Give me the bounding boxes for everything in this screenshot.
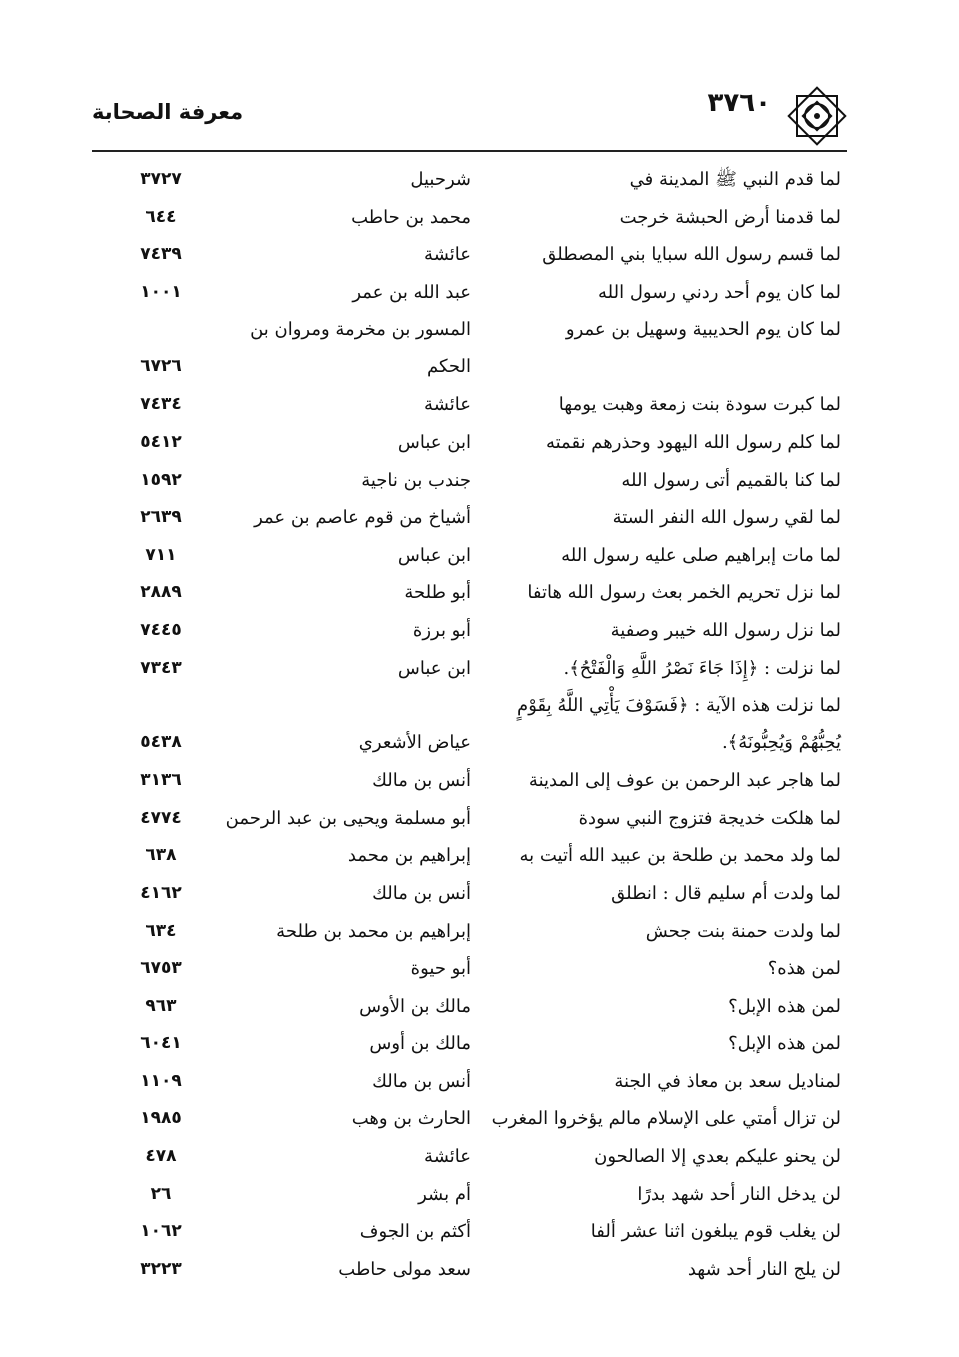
index-entry [0, 1213, 959, 1251]
reference-number: ٦٧٢٦ [140, 356, 182, 377]
hadith-incipit: لما نزل تحريم الخمر بعث رسول الله هاتفا [527, 582, 841, 604]
reference-number: ١٥٩٢ [140, 469, 182, 490]
page-header [92, 84, 847, 152]
index-entry [0, 161, 959, 199]
reference-number: ٩٦٣ [145, 995, 177, 1016]
hadith-incipit: لما قدمنا أرض الحبشة خرجت [619, 206, 841, 228]
narrator-name: إبراهيم بن محمد [347, 845, 471, 867]
reference-number: ٧١١ [145, 544, 177, 565]
hadith-incipit: لن يغلب قوم يبلغون اثنا عشر ألفا [590, 1221, 841, 1243]
narrator-name: سعد مولى حاطب [338, 1258, 471, 1280]
narrator-name: عياض الأشعري [358, 732, 471, 754]
hadith-incipit: لما مات إبراهيم صلى عليه رسول الله [561, 544, 841, 566]
reference-number: ١٩٨٥ [140, 1108, 182, 1129]
reference-number: ٢٦٣٩ [140, 507, 182, 528]
narrator-name: ابن عباس [397, 544, 471, 566]
islamic-star-ornament-icon [785, 84, 849, 148]
book-title: معرفة الصحابة [92, 100, 244, 124]
narrator-name: عائشة [424, 244, 471, 266]
index-entry [0, 386, 959, 424]
narrator-name: أبو طلحة [404, 582, 471, 604]
narrator-name: المسور بن مخرمة ومروان بن الحكم [250, 319, 471, 378]
reference-number: ٦٣٤ [145, 920, 177, 941]
reference-number: ٥٤٣٨ [140, 732, 182, 753]
index-entry [0, 1176, 959, 1214]
narrator-name: أكثم بن الجوف [359, 1221, 471, 1243]
hadith-incipit: لن يدخل النار أحد شهد بدرًا [637, 1183, 841, 1205]
narrator-name: أبو حيوة [410, 958, 471, 980]
hadith-incipit: لمن هذه الإبل؟ [728, 995, 841, 1017]
index-entry [0, 199, 959, 237]
hadith-incipit: لما كنا بالقميم أتى رسول الله [621, 469, 841, 491]
narrator-name: ابن عباس [397, 431, 471, 453]
reference-number: ٦٧٥٣ [140, 958, 182, 979]
reference-number: ٣١٣٦ [140, 770, 182, 791]
index-entry [0, 837, 959, 875]
hadith-incipit: لن يلج النار أحد شهد [687, 1258, 841, 1280]
narrator-name: ابن عباس [397, 657, 471, 679]
index-entry [0, 462, 959, 500]
narrator-name: مالك بن أوس [369, 1033, 471, 1055]
narrator-name: أشياخ من قوم عاصم بن عمر [254, 507, 471, 529]
index-entry [0, 274, 959, 312]
hadith-incipit: لمناديل سعد بن معاذ في الجنة [614, 1070, 841, 1092]
reference-number: ٤١٦٢ [140, 882, 182, 903]
narrator-name: مالك بن الأوس [359, 995, 471, 1017]
reference-number: ٧٤٣٤ [140, 394, 182, 415]
narrator-name: أنس بن مالك [372, 1070, 471, 1092]
hadith-incipit: لما نزلت : ﴿إِذَا جَاءَ نَصْرُ اللَّهِ وَالْفَتْحُ﴾. [563, 657, 841, 679]
page-number: ٣٧٦٠ [707, 88, 771, 118]
index-entry [0, 1063, 959, 1101]
reference-number: ٤٧٧٤ [140, 807, 182, 828]
index-entry [0, 762, 959, 800]
index-entry [0, 424, 959, 462]
index-entry [0, 612, 959, 650]
index-entry [0, 650, 959, 688]
index-entry [0, 1251, 959, 1289]
narrator-name: أبو برزة [412, 619, 471, 641]
index-entry [0, 800, 959, 838]
reference-number: ٧٤٤٥ [140, 619, 182, 640]
index-entry [0, 1100, 959, 1138]
hadith-incipit: لما ولدت حمنة بنت جحش [645, 920, 841, 942]
hadith-incipit: لمن هذه؟ [767, 958, 841, 980]
narrator-name: أبو مسلمة ويحيى بن عبد الرحمن [225, 807, 471, 829]
reference-number: ٤٧٨ [145, 1146, 177, 1167]
index-entry [0, 913, 959, 951]
hadith-incipit: لن يحنو عليكم بعدي إلا الصالحون [594, 1146, 841, 1168]
hadith-incipit: لما قدم النبي ﷺ المدينة في [629, 169, 841, 190]
index-entry [0, 311, 959, 386]
reference-number: ١٠٦٢ [140, 1221, 182, 1242]
narrator-name: الحارث بن وهب [351, 1108, 471, 1130]
narrator-name: عائشة [424, 394, 471, 416]
hadith-incipit: لما ولدت أم سليم قال : انطلق [611, 882, 841, 904]
narrator-name: عبد الله بن عمر [352, 281, 471, 303]
reference-number: ٧٤٣٩ [140, 244, 182, 265]
hadith-incipit: لما قسم رسول الله سبايا بني المصطلق [542, 244, 841, 266]
reference-number: ١٠٠١ [140, 281, 182, 302]
hadith-incipit: لما هاجر عبد الرحمن بن عوف إلى المدينة [528, 770, 841, 792]
index-entry [0, 687, 959, 762]
index-entry [0, 499, 959, 537]
reference-number: ٢٨٨٩ [140, 582, 182, 603]
narrator-name: إبراهيم بن محمد بن طلحة [276, 920, 471, 942]
hadith-incipit: لما لقي رسول الله النفر الستة [612, 507, 841, 529]
reference-number: ٣٢٢٣ [140, 1258, 182, 1279]
hadith-incipit: لما ولد محمد بن طلحة بن عبيد الله أتيت به [519, 845, 841, 867]
reference-number: ١١٠٩ [140, 1070, 182, 1091]
narrator-name: جندب بن ناجية [361, 469, 471, 491]
index-entry [0, 1138, 959, 1176]
narrator-name: أنس بن مالك [372, 882, 471, 904]
index-entry [0, 875, 959, 913]
reference-number: ٦٠٤١ [140, 1033, 182, 1054]
reference-number: ٥٤١٢ [140, 431, 182, 452]
hadith-incipit: لما هلكت خديجة فتزوج النبي سودة [578, 807, 841, 829]
reference-number: ٣٧٢٧ [140, 169, 182, 189]
index-entry [0, 988, 959, 1026]
index-entry [0, 236, 959, 274]
narrator-name: محمد بن حاطب [351, 206, 471, 228]
index-list [0, 161, 959, 1288]
narrator-name: عائشة [424, 1146, 471, 1168]
hadith-incipit: لما كلم رسول الله اليهود وحذرهم نقمته [545, 431, 841, 453]
reference-number: ٦٣٨ [145, 845, 177, 866]
hadith-incipit: لما كان يوم أحد ردني رسول الله [598, 281, 841, 303]
hadith-incipit: لما نزلت هذه الآية : ﴿فَسَوْفَ يَأْتِي اللَّهُ بِقَوْمٍ يُحِبُّهُمْ وَيُحِبُّونَهُ﴾. [517, 695, 841, 754]
reference-number: ٦٤٤ [145, 206, 177, 227]
index-entry [0, 950, 959, 988]
narrator-name: أنس بن مالك [372, 770, 471, 792]
index-entry [0, 1025, 959, 1063]
narrator-name: شرحبيل [410, 169, 471, 190]
narrator-name: أم بشر [418, 1183, 471, 1205]
hadith-incipit: لمن هذه الإبل؟ [728, 1033, 841, 1055]
hadith-incipit: لما كان يوم الحديبية وسهيل بن عمرو [565, 319, 841, 341]
reference-number: ٧٣٤٣ [140, 657, 182, 678]
hadith-incipit: لن تزال أمتي على الإسلام مالم يؤخروا المغرب [491, 1108, 841, 1130]
reference-number: ٢٦ [150, 1183, 172, 1204]
hadith-incipit: لما كبرت سودة بنت زمعة وهبت يومها [558, 394, 841, 416]
index-entry [0, 537, 959, 575]
index-entry [0, 574, 959, 612]
hadith-incipit: لما نزل رسول الله خيبر وصفية [610, 619, 841, 641]
